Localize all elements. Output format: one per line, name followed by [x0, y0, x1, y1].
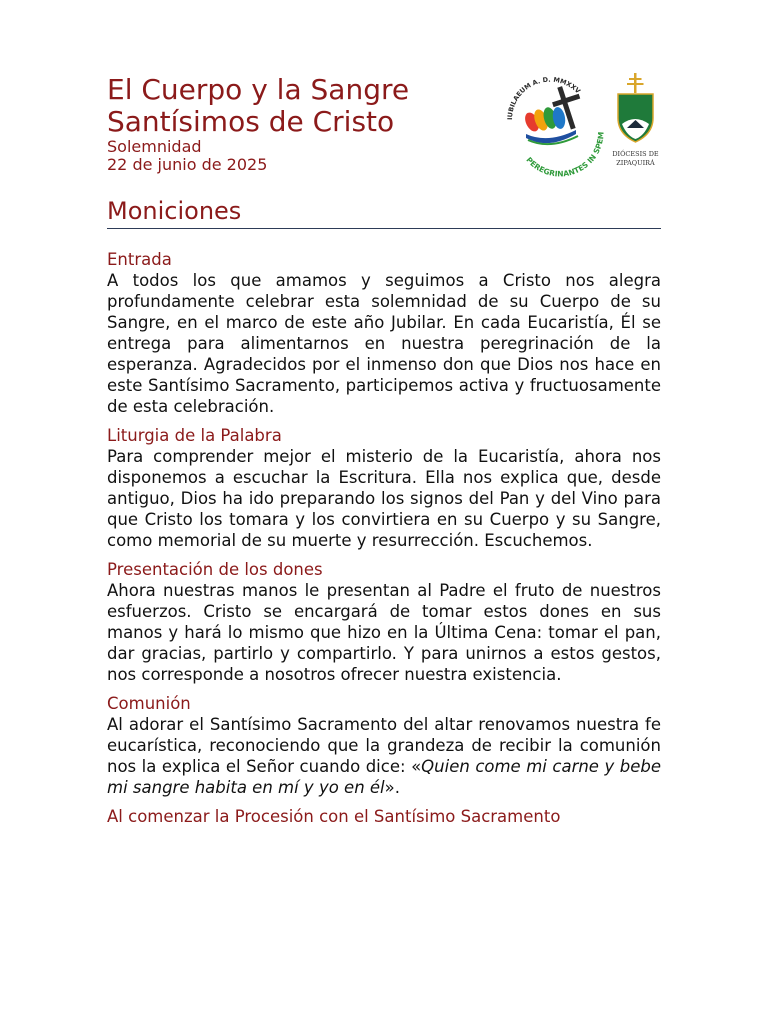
- document-header: [107, 74, 507, 174]
- section-title: Moniciones: [107, 196, 661, 229]
- monicion-liturgia-palabra: [107, 426, 661, 551]
- monicion-text-closing: ».: [384, 778, 400, 797]
- date-label: 22 de junio de 2025: [107, 155, 268, 174]
- monicion-text: [107, 714, 661, 798]
- jubilee-motto-text: PEREGRINANTES IN SPEM: [524, 131, 606, 179]
- gospel-quote: Quien come mi carne y bebe mi sangre habita en mí y yo en él: [107, 757, 661, 797]
- solemnity-label: Solemnidad: [107, 137, 202, 156]
- monicion-heading: Entrada: [107, 250, 172, 269]
- monicion-heading: Al comenzar la Procesión con el Santísimo Sacramento: [107, 807, 561, 826]
- monicion-presentacion-dones: [107, 560, 661, 685]
- monicion-text: A todos los que amamos y seguimos a Cristo nos alegra profundamente celebrar esta solemnidad de su Cuerpo de su Sangre, en el marco de este año Jubilar. En cada Eucaristía, Él se entrega para alimentarnos en nuestra peregrinación de la esperanza. Agradecidos por el inmenso don que Dios nos hace en este Santísimo Sacramento, participemos activa y fructuosamente de esta celebración.: [107, 271, 661, 416]
- monicion-text-intro: Al adorar el Santísimo Sacramento del altar renovamos nuestra fe eucarística, reconociendo que la grandeza de recibir la comunión nos la explica el Señor cuando dice: «: [107, 715, 661, 776]
- title-line-1: El Cuerpo y la Sangre: [107, 73, 410, 106]
- monicion-comunion: [107, 694, 661, 798]
- monicion-text: Ahora nuestras manos le presentan al Padre el fruto de nuestros esfuerzos. Cristo se encargará de tomar estos dones en sus manos y hará lo mismo que hizo en la Última Cena: tomar el pan, dar gracias, partirlo y compartirlo. Y para unirnos a estos gestos, nos corresponde a nosotros ofrecer nuestra existencia.: [107, 581, 661, 684]
- monicion-entrada: [107, 250, 661, 417]
- monicion-text: Para comprender mejor el misterio de la Eucaristía, ahora nos disponemos a escuchar la Escritura. Ella nos explica que, desde antiguo, Dios ha ido preparando los signos del Pan y del Vino para que Cristo los tomara y los convirtiera en su Cuerpo y su Sangre, como memorial de su muerte y resurrección. Escuchemos.: [107, 447, 661, 550]
- jubilee-logo: [506, 76, 606, 179]
- monicion-procesion: [107, 807, 661, 827]
- moniciones-content: [107, 250, 661, 836]
- monicion-heading: Comunión: [107, 694, 191, 713]
- diocese-name-line-1: DIÓCESIS DE: [612, 150, 659, 158]
- logos: [498, 70, 664, 180]
- monicion-heading: Liturgia de la Palabra: [107, 426, 282, 445]
- monicion-heading: Presentación de los dones: [107, 560, 323, 579]
- title-line-2: Santísimos de Cristo: [107, 105, 395, 138]
- diocese-name-line-2: ZIPAQUIRÁ: [616, 159, 655, 167]
- archbishop-cross-icon: [627, 73, 644, 93]
- document-title: [107, 74, 507, 138]
- jubilee-top-text: IUBILAEUM A. D. MMXXV: [505, 75, 582, 121]
- diocese-logo: [612, 73, 659, 167]
